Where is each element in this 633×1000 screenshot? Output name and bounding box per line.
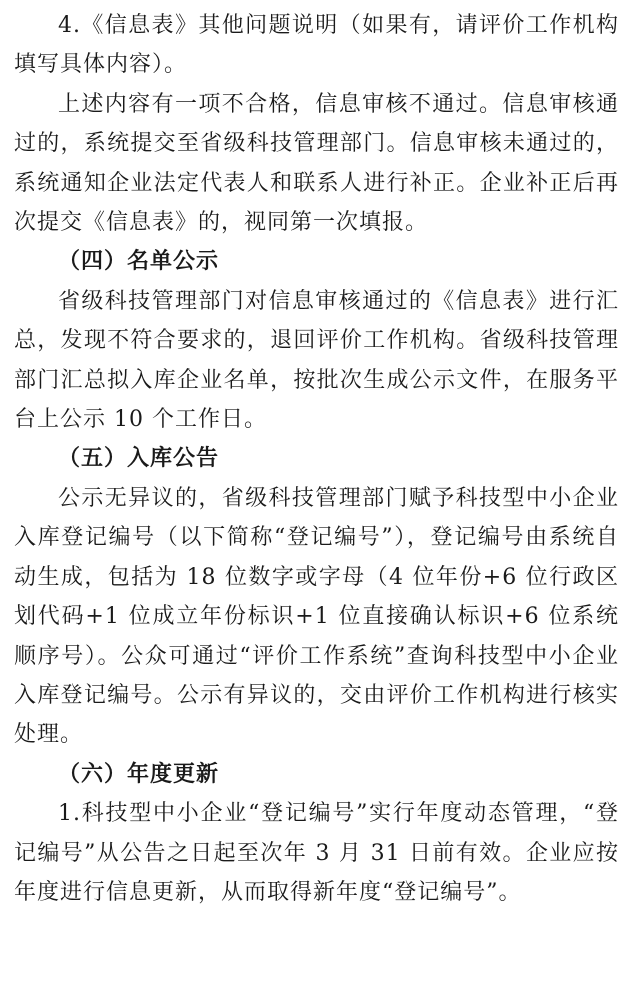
heading-list-publicity: （四）名单公示 xyxy=(58,249,220,275)
paragraph-annual-update: 1.科技型中小企业“登记编号”实行年度动态管理，“登记编号”从公告之日起至次年 3 月 31 日前有效。企业应按年度进行信息更新，从而取得新年度“登记编号”。 xyxy=(14,801,619,905)
paragraph-review-result: 上述内容有一项不合格，信息审核不通过。信息审核通过的，系统提交至省级科技管理部门。信息审核未通过的，系统通知企业法定代表人和联系人进行补正。企业补正后再次提交《信息表》的，视同第一次填报。 xyxy=(14,91,619,236)
heading-annual-update: （六）年度更新 xyxy=(58,761,220,787)
paragraph-info-table-note: 4.《信息表》其他问题说明（如果有，请评价工作机构填写具体内容）。 xyxy=(14,13,619,78)
heading-registration-announcement: （五）入库公告 xyxy=(58,446,220,472)
paragraph-registration-announcement: 公示无异议的，省级科技管理部门赋予科技型中小企业入库登记编号（以下简称“登记编号”），登记编号由系统自动生成，包括为 18 位数字或字母（4 位年份+6 位行政区划代码+1 位成立年份标识+1 位直接确认标识+6 位系统顺序号）。公众可通过“评价工作系统”查询科技型中小企业入库登记编号。公示有异议的，交由评价工作机构进行核实处理。 xyxy=(14,485,619,748)
paragraph-list-publicity: 省级科技管理部门对信息审核通过的《信息表》进行汇总，发现不符合要求的，退回评价工作机构。省级科技管理部门汇总拟入库企业名单，按批次生成公示文件，在服务平台上公示 10 个工作日。 xyxy=(14,288,619,433)
